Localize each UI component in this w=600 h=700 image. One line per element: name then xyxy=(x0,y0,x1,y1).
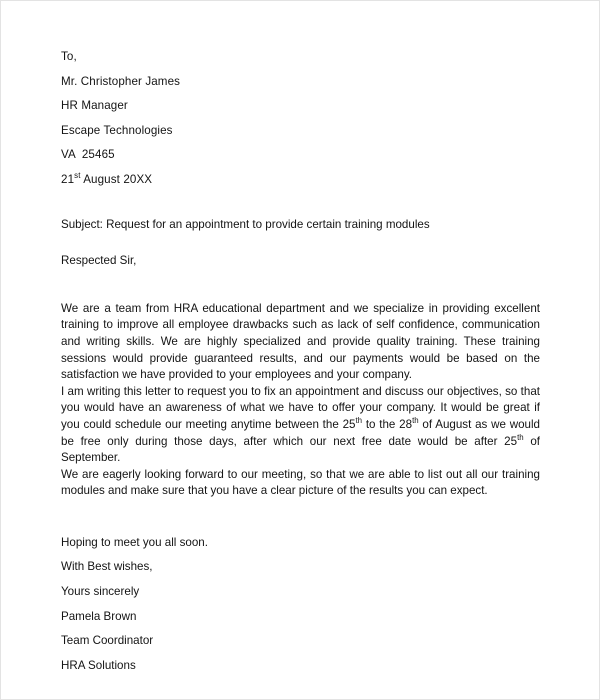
date-ordinal-suffix: st xyxy=(74,171,81,181)
signature-name: Pamela Brown xyxy=(61,609,137,623)
address-line-to: To, xyxy=(61,50,77,63)
paragraph-two-segment-2: to the 28 xyxy=(362,417,413,431)
closing-line-hoping: Hoping to meet you all soon. xyxy=(61,535,208,549)
date-line xyxy=(61,168,540,193)
signature-title: Team Coordinator xyxy=(61,634,154,648)
date-rest: August 20XX xyxy=(80,172,153,186)
address-line-state-zip: VA 25465 xyxy=(61,148,115,162)
paragraph-three: We are eagerly looking forward to our meeting, so that we are able to list out all our training modules and make sure that you have a clear picture of the results you can expect. xyxy=(61,467,540,498)
address-line-job-title: HR Manager xyxy=(61,99,128,113)
address-block xyxy=(61,45,540,193)
subject-line: Subject: Request for an appointment to provide certain training modules xyxy=(61,217,430,231)
paragraph-two-segment-3: of August as we would be free only during those days, after which our next free date would be after 25 xyxy=(61,417,540,448)
paragraph-two-segment-1: I am writing this letter to request you to fix an appointment and discuss our objectives, so that you would have an awareness of what we have to offer your company. It would be great if you could schedule our meeting anytime between the 25 xyxy=(61,384,540,431)
closing-line-yours-sincerely: Yours sincerely xyxy=(61,585,140,599)
address-line-company: Escape Technologies xyxy=(61,123,173,137)
closing-block xyxy=(61,531,540,679)
paragraph-two-segment-4: of September. xyxy=(61,434,540,465)
paragraph-one: We are a team from HRA educational department and we specialize in providing excellent training to improve all employee drawbacks such as lack of self confidence, communication and writing skills. We are highly specialized and provide quality training. These training sessions would provide guaranteed results, and our payments would be based on the satisfaction we have provided to your employees and your company. xyxy=(61,301,540,382)
ordinal-suffix-25th-september: th xyxy=(517,432,524,442)
date-day: 21 xyxy=(61,172,75,186)
ordinal-suffix-28th-august: th xyxy=(412,416,419,426)
salutation-line: Respected Sir, xyxy=(61,254,137,268)
address-line-recipient-name: Mr. Christopher James xyxy=(61,74,181,88)
letter-body xyxy=(61,45,540,678)
signature-organization: HRA Solutions xyxy=(61,658,136,672)
paragraph-two xyxy=(61,384,540,467)
closing-line-best-wishes: With Best wishes, xyxy=(61,560,153,574)
ordinal-suffix-25th-august: th xyxy=(355,416,363,426)
